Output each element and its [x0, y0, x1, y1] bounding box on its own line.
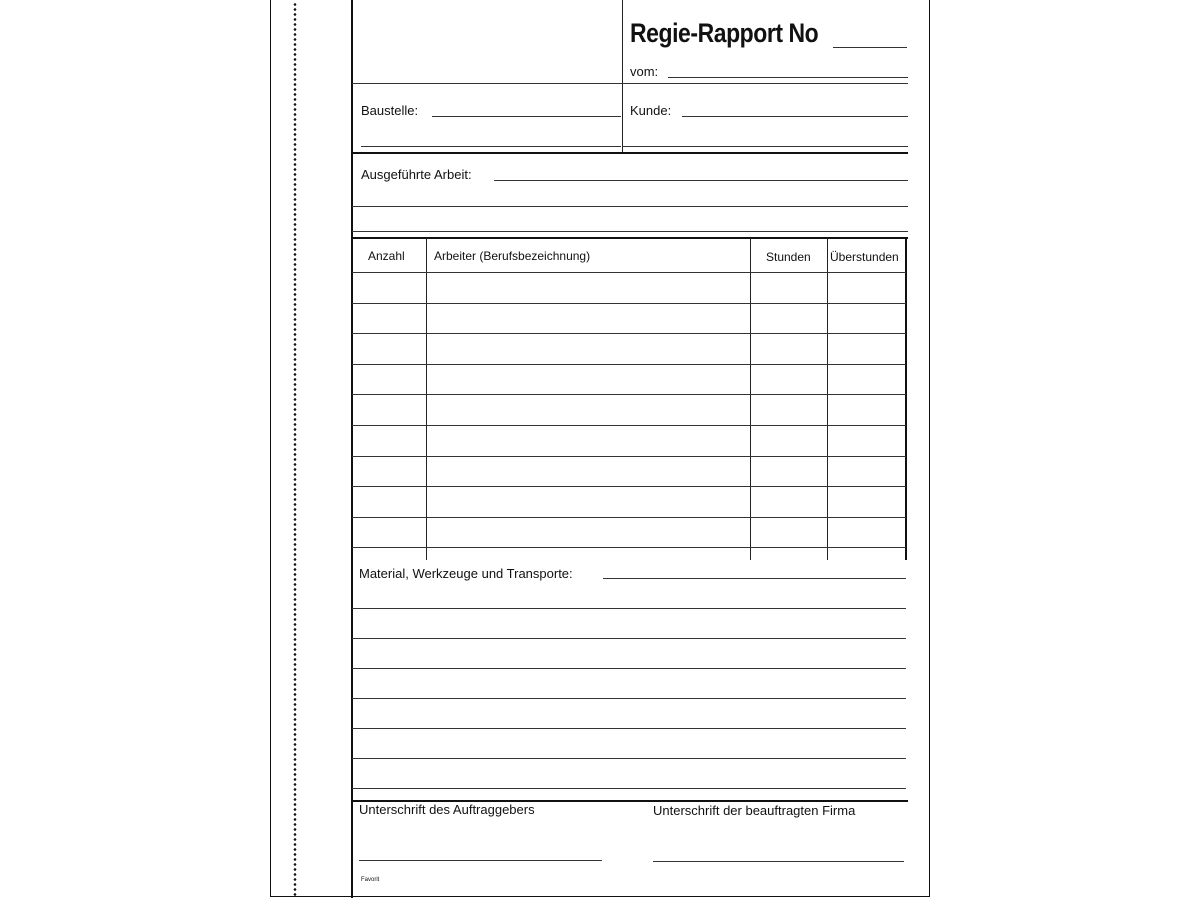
- signature-firm-field[interactable]: [653, 861, 904, 862]
- perforation-line: [293, 2, 297, 898]
- margin-line: [351, 0, 353, 898]
- date-field[interactable]: [668, 77, 908, 78]
- signature-client-field[interactable]: [359, 860, 602, 861]
- baustelle-field-2[interactable]: [361, 146, 621, 147]
- form-title: Regie-Rapport No: [630, 18, 819, 48]
- material-field[interactable]: [603, 578, 906, 579]
- kunde-field-2[interactable]: [623, 146, 908, 147]
- table-right: [905, 238, 907, 560]
- vom-label: vom:: [630, 64, 659, 79]
- form-page: [270, 0, 930, 897]
- divider: [352, 83, 908, 84]
- divider: [352, 152, 908, 154]
- header-stunden: Stunden: [766, 250, 811, 264]
- material-field-line[interactable]: [352, 638, 906, 639]
- col-divider: [750, 238, 751, 560]
- header-bottom: [352, 272, 906, 273]
- material-field-line[interactable]: [352, 608, 906, 609]
- table-row[interactable]: [352, 333, 906, 334]
- signature-client-label: Unterschrift des Auftraggebers: [359, 802, 535, 817]
- baustelle-label: Baustelle:: [361, 103, 419, 118]
- table-row[interactable]: [352, 425, 906, 426]
- arbeit-label: Ausgeführte Arbeit:: [361, 167, 472, 182]
- arbeit-field-2[interactable]: [352, 206, 908, 207]
- table-row[interactable]: [352, 456, 906, 457]
- col-divider: [827, 238, 828, 560]
- material-field-line[interactable]: [352, 698, 906, 699]
- header-divider: [622, 0, 623, 152]
- baustelle-field[interactable]: [432, 116, 621, 117]
- table-row[interactable]: [352, 303, 906, 304]
- header-arbeiter: Arbeiter (Berufsbezeichnung): [434, 249, 591, 263]
- header-ueberstunden: Überstunden: [830, 250, 899, 264]
- col-divider: [426, 238, 427, 560]
- table-row[interactable]: [352, 394, 906, 395]
- arbeit-field-3[interactable]: [352, 231, 908, 232]
- table-row[interactable]: [352, 517, 906, 518]
- signature-firm-label: Unterschrift der beauftragten Firma: [653, 803, 856, 818]
- table-top: [352, 237, 908, 239]
- table-row[interactable]: [352, 486, 906, 487]
- brand-label: Favorit: [361, 877, 380, 883]
- material-field-line[interactable]: [352, 668, 906, 669]
- material-field-line[interactable]: [352, 788, 906, 789]
- table-row[interactable]: [352, 547, 906, 548]
- arbeit-field[interactable]: [494, 180, 908, 181]
- material-label: Material, Werkzeuge und Transporte:: [359, 566, 573, 581]
- header-anzahl: Anzahl: [368, 249, 405, 263]
- table-row[interactable]: [352, 364, 906, 365]
- material-field-line[interactable]: [352, 758, 906, 759]
- kunde-label: Kunde:: [630, 103, 672, 118]
- kunde-field[interactable]: [682, 116, 908, 117]
- material-field-line[interactable]: [352, 728, 906, 729]
- report-number-field[interactable]: [833, 47, 907, 48]
